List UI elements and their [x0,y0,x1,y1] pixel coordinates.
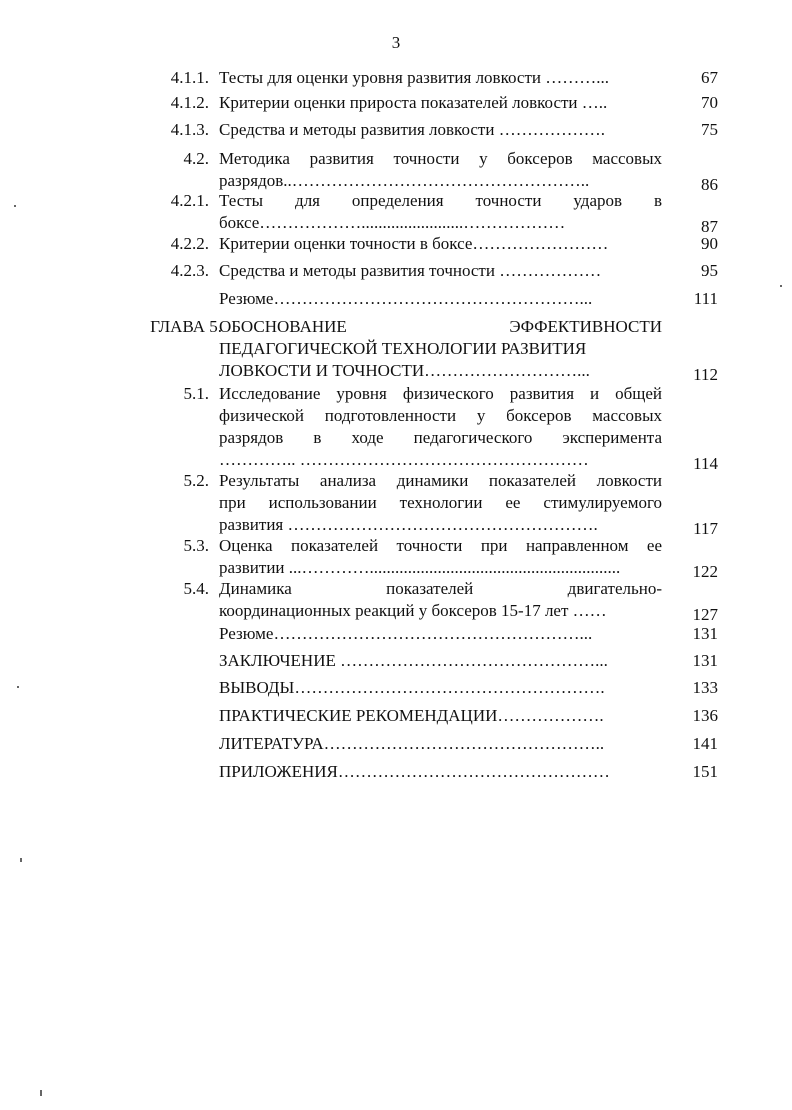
toc-entry-number: 5.2. [183,471,209,490]
toc-entry-title [219,316,662,382]
toc-entry-page: 114 [693,454,718,473]
toc-entry-number: 4.2.3. [170,261,209,280]
toc-entry-title [219,288,662,310]
toc-entry-title [219,733,662,755]
toc-entry-number [119,288,209,310]
toc-entry-line: ВЫВОДЫ………………………………………………. [219,678,605,697]
scan-speck [780,285,782,287]
toc-entry-line: Оценка показателей точности при направленном ее [219,536,662,555]
toc-entry-line: Средства и методы развития точности ……………… [219,261,602,280]
toc-entry-title [219,705,662,727]
toc-entry-line: развития ………………………………………………. [219,515,598,534]
toc-entry-page: 131 [692,624,718,643]
toc-entry-number [119,650,209,672]
toc-entry-number: 5.4. [183,579,209,598]
toc-entry-line: Исследование уровня физического развития и общей [219,384,662,403]
toc-entry-line: Критерии оценки прироста показателей ловкости ….. [219,93,608,112]
toc-entry-page: 141 [692,734,718,753]
toc-entry-line: ПРИЛОЖЕНИЯ………………………………………… [219,762,610,781]
toc-entry-page: 127 [692,605,718,624]
toc-entry-number: 4.2. [183,149,209,168]
toc-entry-page: 67 [701,68,718,87]
toc-entry-line: развитии ...…………........................................................... [219,558,621,577]
toc-entry-number [119,761,209,783]
toc-entry-line: Средства и методы развития ловкости ………………. [219,120,605,139]
toc-entry-line: ЛИТЕРАТУРА………………………………………….. [219,734,605,753]
toc-entry-number: 5.1. [183,384,209,403]
toc-entry-page: 136 [692,706,718,725]
toc-entry-page: 70 [701,93,718,112]
toc-entry-number [119,677,209,699]
toc-entry-title [219,650,662,672]
toc-entry-page: 90 [701,234,718,253]
toc-entry-number [119,733,209,755]
toc-entry-title [219,535,662,579]
toc-entry-page: 117 [693,519,718,538]
toc-entry-page: 87 [701,217,718,236]
toc-entry-line: Тесты для оценки уровня развития ловкости ………... [219,68,609,87]
toc-entry-number [119,705,209,727]
toc-entry-line: Динамика показателей двигательно- [219,579,662,598]
toc-entry-title [219,119,662,141]
toc-entry-title [219,470,662,536]
toc-entry-title [219,578,662,622]
toc-entry-title [219,190,662,234]
toc-entry-title [219,623,662,645]
toc-entry-title [219,67,662,89]
toc-entry-title [219,92,662,114]
toc-entry-line: Критерии оценки точности в боксе…………………… [219,234,609,253]
toc-entry-number: 4.2.2. [170,234,209,253]
toc-entry-page: 112 [693,365,718,384]
toc-entry-page: 95 [701,261,718,280]
toc-entry-line: физической подготовленности у боксеров массовых [219,406,662,425]
toc-entry-number: 4.1.2. [170,93,209,112]
toc-entry-line: ПРАКТИЧЕСКИЕ РЕКОМЕНДАЦИИ………………. [219,706,604,725]
scan-speck [20,858,22,862]
toc-entry-line: координационных реакций у боксеров 15-17 лет …… [219,601,607,620]
toc-entry-line: боксе………………........................……………… [219,213,566,232]
toc-entry-page: 111 [693,289,718,308]
toc-entry-line: ЗАКЛЮЧЕНИЕ ………………………………………... [219,651,608,670]
toc-entry-number: 5.3. [183,536,209,555]
toc-entry-line: при использовании технологии ее стимулируемого [219,493,662,512]
toc-entry-number [119,623,209,645]
toc-entry-line: Результаты анализа динамики показателей ловкости [219,471,662,490]
toc-entry-line: разрядов..…………………………………………….. [219,171,590,190]
toc-entry-title [219,148,662,192]
toc-entry-title [219,761,662,783]
scan-speck [17,686,19,688]
toc-entry-line: Резюме………………………………………………... [219,624,593,643]
toc-entry-line: ПЕДАГОГИЧЕСКОЙ ТЕХНОЛОГИИ РАЗВИТИЯ [219,339,587,358]
toc-entry-page: 151 [692,762,718,781]
toc-entry-page: 133 [692,678,718,697]
toc-entry-number: 4.1.1. [170,68,209,87]
toc-entry-page: 131 [692,651,718,670]
toc-entry-number: ГЛАВА 5. [150,317,222,336]
scan-speck [14,205,16,207]
toc-entry-line: Тесты для определения точности ударов в [219,191,662,210]
toc-entry-page: 75 [701,120,718,139]
toc-entry-line: ЛОВКОСТИ И ТОЧНОСТИ………………………... [219,361,590,380]
toc-entry-number: 4.1.3. [170,120,209,139]
toc-entry-title [219,677,662,699]
toc-entry-line: Резюме………………………………………………... [219,289,593,308]
toc-entry-page: 122 [692,562,718,581]
toc-entry-line: ………….. …………………………………………… [219,450,589,469]
page-number: 3 [391,33,401,52]
toc-entry-line: Методика развития точности у боксеров массовых [219,149,662,168]
toc-entry-line: разрядов в ходе педагогического эксперимента [219,428,662,447]
toc-entry-title [219,383,662,471]
toc-entry-page: 86 [701,175,718,194]
toc-entry-number: 4.2.1. [170,191,209,210]
toc-entry-line: ОБОСНОВАНИЕ ЭФФЕКТИВНОСТИ [219,317,662,336]
scan-speck [40,1090,42,1096]
toc-entry-title [219,233,662,255]
toc-entry-title [219,260,662,282]
